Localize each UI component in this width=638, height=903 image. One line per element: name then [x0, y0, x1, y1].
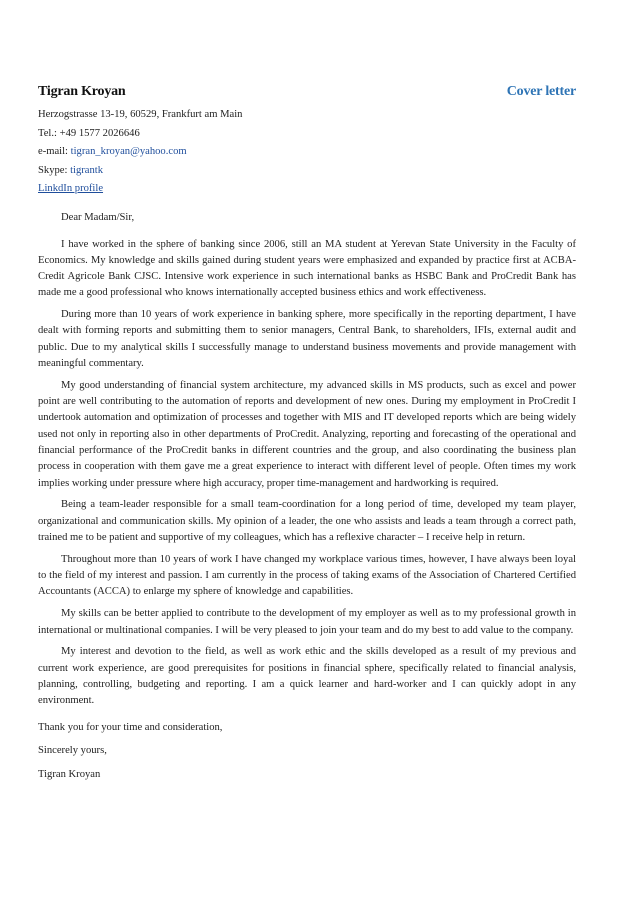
linkedin-profile-link[interactable]: LinkdIn profile [38, 183, 104, 194]
body-paragraph: My skills can be better applied to contribute to the development of my employer as well as to my professional growth in international or multinational companies. I will be very pleased to join your team and do my best to add value to the company. [38, 608, 576, 636]
thanks-line: Thank you for your time and consideration, [38, 721, 223, 733]
signoff-line: Sincerely yours, [38, 745, 107, 757]
linkedin-line [38, 180, 576, 199]
body-paragraph: During more than 10 years of work experience in banking sphere, more specifically in the reporting department, I have dealt with forming reports and submitting them to senior managers, Central Bank, to shareholders, IFIs, external audit and public. Due to my analytical skills I successfully manage to understand business movements and provide management with meaningful commentary. [38, 309, 576, 370]
skype-link[interactable]: tigrantk [70, 164, 104, 176]
greeting: Dear Madam/Sir, [61, 211, 135, 223]
document-type-label: Cover letter [506, 84, 576, 99]
letter-header [38, 84, 576, 104]
body-paragraph: My good understanding of financial system architecture, my advanced skills in MS products, such as excel and power point are well contributing to the automation of reports and development of new ones. During my employment in ProCredit I undertook automation and optimization of processes and together with MIS and IT developed reports which are being widely used not only in reporting also in other departments of ProCredit. Analyzing, reporting and forecasting of the operational and financial performance of the ProCredit banks in different countries and the group, and also coordinating the business plan process in cooperation with them gave me a great experience to interact with different level of people. Often times my work implies working under pressure where high accuracy, proper time-management and hardworking is required. [38, 379, 576, 489]
letter-body [38, 237, 576, 710]
contact-block [38, 106, 576, 199]
applicant-name: Tigran Kroyan [38, 84, 126, 99]
body-paragraph: Throughout more than 10 years of work I have changed my workplace various times, however, I have always been loyal to the field of my interest and passion. I am currently in the process of taking exams of the Association of Chartered Certified Accountants (ACCA) to enlarge my sphere of knowledge and capabilities. [38, 553, 576, 598]
signature-name: Tigran Kroyan [38, 768, 101, 780]
body-paragraph: My interest and devotion to the field, as well as work ethic and the skills developed as a result of my previous and current work experience, are good prerequisites for positions in financial sphere, specifically related to financial analysis, planning, controlling, budgeting and reporting. I am a quick learner and hard-worker and I can quickly adopt in any environment. [38, 646, 576, 707]
address-line: Herzogstrasse 13-19, 60529, Frankfurt am Main [38, 109, 243, 120]
skype-label: Skype: [38, 164, 71, 176]
cover-letter-page [38, 84, 576, 786]
email-link[interactable]: tigran_kroyan@yahoo.com [70, 146, 187, 157]
body-paragraph: Being a team-leader responsible for a small team-coordination for a long period of time, developed my team player, organizational and communication skills. My opinion of a leader, the one who assists and leads a team through a correct path, trained me to be patient and supportive of my colleagues, which has a reflexive character – I receive help in return. [38, 499, 576, 544]
body-paragraph: I have worked in the sphere of banking since 2006, still an MA student at Yerevan State University in the Faculty of Economics. My knowledge and skills gained during student years were emphasized and expanded by practice first at ACBA-Credit Agricole Bank CJSC. Intensive work experience in such international banks as HSBC Bank and ProCredit Bank has made me a good professional who knows internationally accepted business ethics and work effectiveness. [38, 238, 576, 299]
closing-block [38, 716, 576, 787]
phone-line: Tel.: +49 1577 2026646 [38, 127, 140, 139]
email-line [38, 143, 576, 162]
skype-line [38, 162, 576, 181]
email-label: e-mail: [38, 146, 71, 157]
